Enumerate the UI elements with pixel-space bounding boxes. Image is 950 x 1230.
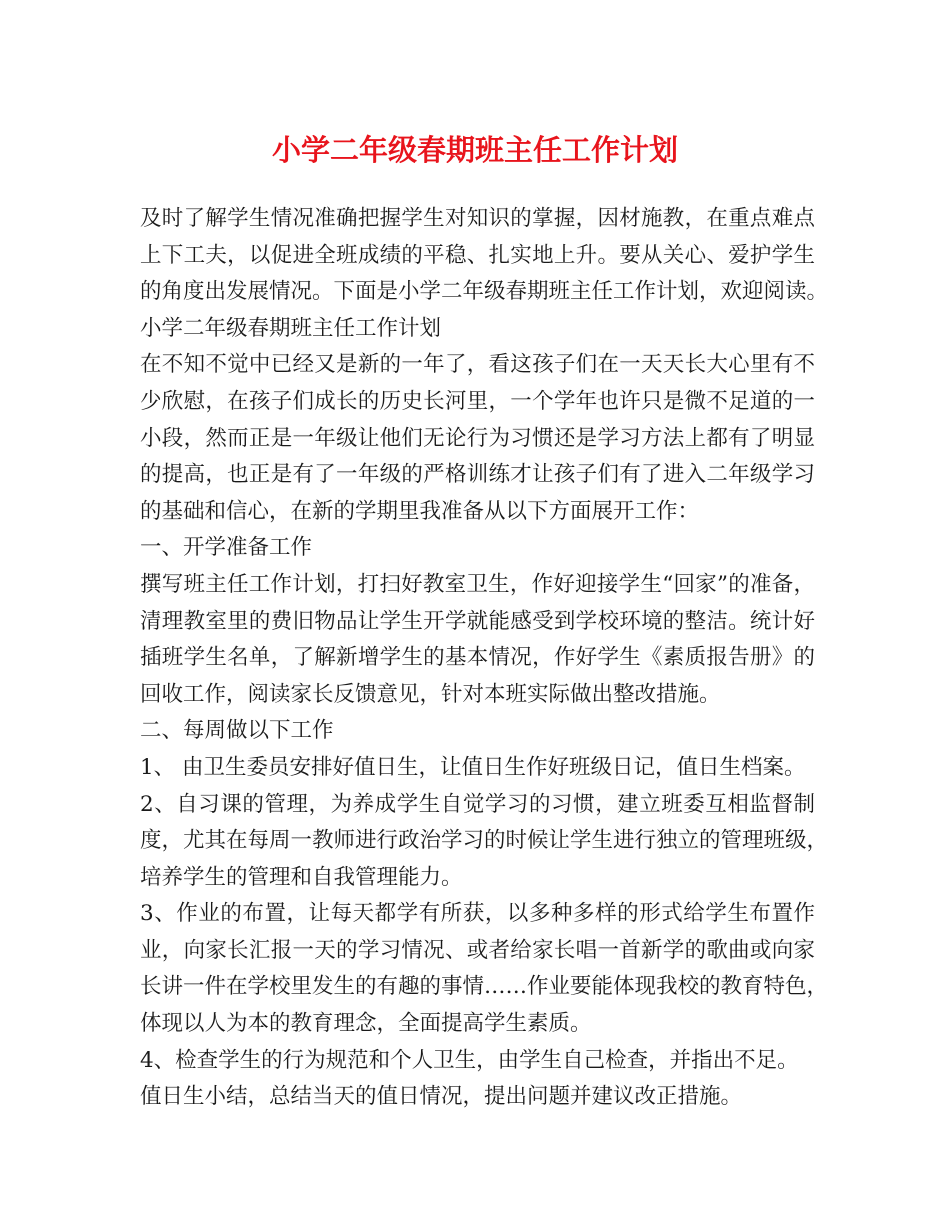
section-heading: 一、开学准备工作 bbox=[140, 535, 313, 561]
body-line: 的角度出发展情况。下面是小学二年级春期班主任工作计划，欢迎阅读。 bbox=[140, 279, 829, 305]
body-line: 的基础和信心，在新的学期里我准备从以下方面展开工作： bbox=[140, 498, 700, 524]
document-body bbox=[140, 201, 829, 1116]
body-line: 在不知不觉中已经又是新的一年了，看这孩子们在一天天长大心里有不 bbox=[140, 352, 815, 378]
list-item-line: 长讲一件在学校里发生的有趣的事情……作业要能体现我校的教育特色， bbox=[140, 974, 829, 1000]
list-item-line: 业，向家长汇报一天的学习情况、或者给家长唱一首新学的歌曲或向家 bbox=[140, 937, 815, 963]
list-item-line: 值日生小结，总结当天的值日情况，提出问题并建议改正措施。 bbox=[140, 1084, 743, 1110]
list-item-line: 3、作业的布置，让每天都学有所获，以多种多样的形式给学生布置作 bbox=[140, 901, 815, 927]
list-item-line: 培养学生的管理和自我管理能力。 bbox=[140, 864, 463, 890]
list-item-line: 2、自习课的管理，为养成学生自觉学习的习惯，建立班委互相监督制 bbox=[140, 791, 815, 817]
list-item-line: 度，尤其在每周一教师进行政治学习的时候让学生进行独立的管理班级， bbox=[140, 828, 829, 854]
body-line: 撰写班主任工作计划，打扫好教室卫生，作好迎接学生“回家”的准备， bbox=[140, 571, 815, 597]
list-item-line: 体现以人为本的教育理念，全面提高学生素质。 bbox=[140, 1011, 592, 1037]
body-line: 及时了解学生情况准确把握学生对知识的掌握，因材施教，在重点难点 bbox=[140, 206, 815, 231]
body-line: 的提高，也正是有了一年级的严格训练才让孩子们有了进入二年级学习 bbox=[140, 462, 815, 488]
document-title: 小学二年级春期班主任工作计划 bbox=[271, 133, 678, 167]
section-heading: 二、每周做以下工作 bbox=[140, 718, 334, 744]
section-heading: 小学二年级春期班主任工作计划 bbox=[140, 315, 442, 341]
body-line: 清理教室里的费旧物品让学生开学就能感受到学校环境的整洁。统计好 bbox=[140, 608, 815, 634]
body-line: 少欣慰，在孩子们成长的历史长河里，一个学年也许只是微不足道的一 bbox=[140, 388, 815, 414]
body-line: 回收工作，阅读家长反馈意见，针对本班实际做出整改措施。 bbox=[140, 681, 721, 707]
body-line: 小段，然而正是一年级让他们无论行为习惯还是学习方法上都有了明显 bbox=[140, 425, 815, 451]
body-line: 插班学生名单，了解新增学生的基本情况，作好学生《素质报告册》的 bbox=[140, 645, 815, 671]
body-line: 上下工夫，以促进全班成绩的平稳、扎实地上升。要从关心、爱护学生 bbox=[140, 242, 815, 268]
list-item-line: 4、检查学生的行为规范和个人卫生，由学生自己检查，并指出不足。 bbox=[140, 1047, 799, 1073]
list-item-line: 1、 由卫生委员安排好值日生，让值日生作好班级日记，值日生档案。 bbox=[140, 754, 806, 780]
